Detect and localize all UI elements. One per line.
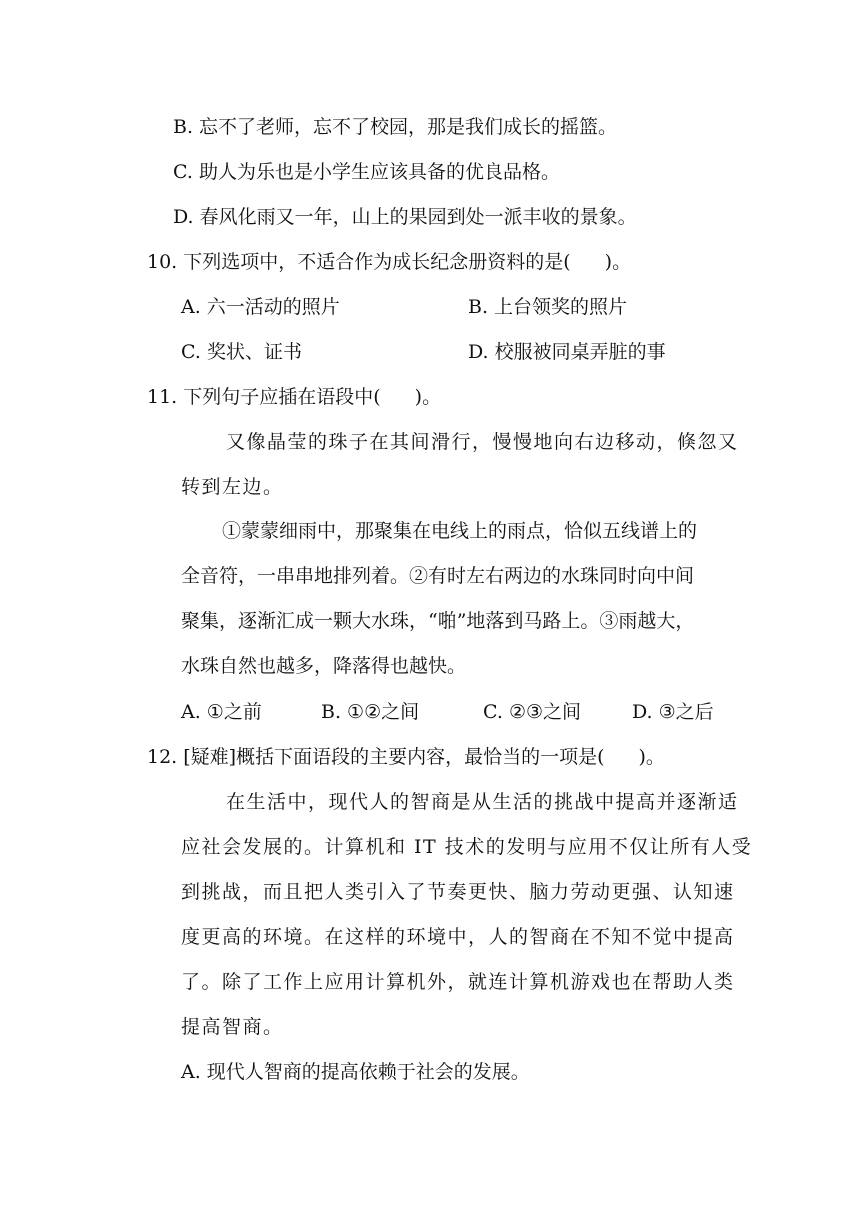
q11-passage-line: 全音符，一串串地排列着。②有时左右两边的水珠同时向中间	[181, 565, 695, 587]
q10-option-d[interactable]: D. 校服被同桌弄脏的事	[468, 341, 666, 363]
q10-option-c[interactable]: C. 奖状、证书	[181, 341, 302, 363]
q11-passage-line: ①蒙蒙细雨中，那聚集在电线上的雨点，恰似五线谱上的	[222, 520, 698, 542]
q12-passage-line: 度更高的环境。在这样的环境中，人的智商在不知不觉中提高	[181, 926, 735, 948]
q10-stem-text: 10. 下列选项中，不适合作为成长纪念册资料的是(	[147, 251, 571, 273]
q12-passage-line: 了。除了工作上应用计算机外，就连计算机游戏也在帮助人类	[181, 971, 735, 993]
q12-passage-line: 在生活中，现代人的智商是从生活的挑战中提高并逐渐适	[226, 791, 739, 813]
q11-stem-end: )。	[414, 386, 442, 408]
q10-option-b[interactable]: B. 上台领奖的照片	[468, 296, 628, 318]
q11-passage-line: 水珠自然也越多，降落得也越快。	[181, 655, 467, 677]
q9-option-d[interactable]: D. 春风化雨又一年，山上的果园到处一派丰收的景象。	[173, 206, 637, 228]
q11-option-d[interactable]: D. ③之后	[632, 701, 714, 723]
q10-option-a[interactable]: A. 六一活动的照片	[181, 296, 340, 318]
q9-option-c[interactable]: C. 助人为乐也是小学生应该具备的优良品格。	[173, 161, 560, 183]
q11-option-b[interactable]: B. ①②之间	[321, 701, 420, 723]
q11-stem-text: 11. 下列句子应插在语段中(	[147, 386, 381, 408]
q12-stem-text: 12. [疑难]概括下面语段的主要内容，最恰当的一项是(	[147, 746, 605, 768]
q10-stem-end: )。	[604, 251, 632, 273]
q12-passage-line: 提高智商。	[181, 1016, 284, 1038]
q11-option-c[interactable]: C. ②③之间	[483, 701, 582, 723]
q12-stem	[147, 748, 665, 767]
q11-stem	[147, 388, 441, 407]
q12-passage-line: 到挑战，而且把人类引入了节奏更快、脑力劳动更强、认知速	[181, 881, 735, 903]
q12-stem-end: )。	[638, 746, 665, 768]
q10-stem	[147, 253, 631, 272]
q11-sentence-line: 又像晶莹的珠子在其间滑行，慢慢地向右边移动，倏忽又	[226, 431, 739, 453]
q11-sentence-line: 转到左边。	[181, 476, 284, 498]
q12-passage-line: 应社会发展的。计算机和 IT 技术的发明与应用不仅让所有人受	[181, 836, 753, 858]
q9-option-b[interactable]: B. 忘不了老师，忘不了校园，那是我们成长的摇篮。	[173, 116, 618, 138]
q12-option-a[interactable]: A. 现代人智商的提高依赖于社会的发展。	[181, 1061, 530, 1083]
q11-option-a[interactable]: A. ①之前	[181, 701, 262, 723]
q11-passage-line: 聚集，逐渐汇成一颗大水珠，“啪”地落到马路上。③雨越大，	[181, 610, 695, 632]
